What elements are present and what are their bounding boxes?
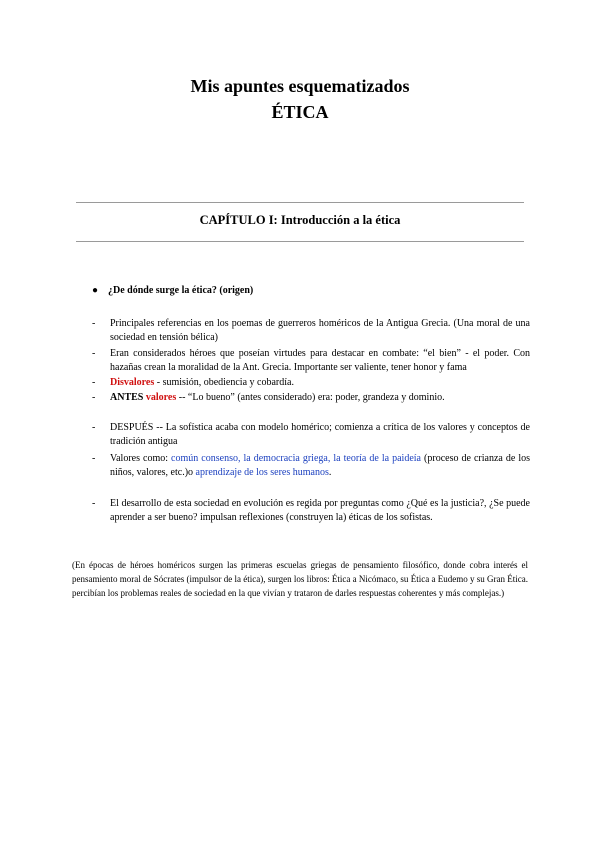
disvalores-label: Disvalores <box>110 377 155 388</box>
list-item <box>92 497 530 525</box>
item-text: Eran considerados héroes que poseían virtudes para destacar en combate: “el bien” - el poder. Con hazañas crean la moralidad de la Ant. Grecia. Importante ser valiente, tener honor y fama <box>110 348 530 373</box>
dash-marker: - <box>92 377 96 388</box>
dash-marker: - <box>92 453 96 464</box>
item-text <box>110 391 530 405</box>
valores-label: valores <box>145 392 177 403</box>
valores-mid: (proceso de crianza de los niños, valores, etc.)o <box>110 453 530 478</box>
document-title: Mis apuntes esquematizados <box>190 76 410 96</box>
top-divider <box>76 202 524 203</box>
list-item <box>92 376 530 390</box>
bottom-divider <box>76 241 524 242</box>
list-item <box>92 391 530 405</box>
list-item <box>92 317 530 345</box>
item-text <box>110 376 530 390</box>
item-text: DESPUÉS -- La sofística acaba con modelo homérico; comienza a crítica de los valores y conceptos de tradición antigua <box>110 422 530 447</box>
dash-marker: - <box>92 348 96 359</box>
list-item <box>92 347 530 375</box>
item-text <box>110 452 530 480</box>
valores-highlight-2: aprendizaje de los seres humanos <box>195 467 329 478</box>
dash-marker: - <box>92 318 96 329</box>
dash-marker: - <box>92 498 96 509</box>
antes-text: -- “Lo bueno” (antes considerado) era: poder, grandeza y dominio. <box>176 392 445 403</box>
dash-marker: - <box>92 392 96 403</box>
antes-label: ANTES <box>110 392 146 403</box>
item-text: Principales referencias en los poemas de guerreros homéricos de la Antigua Grecia. (Una moral de una sociedad en tensión bélica) <box>110 318 530 343</box>
valores-highlight-1: común consenso, la democracia griega, la teoría de la paideía <box>171 453 421 464</box>
list-item <box>92 452 530 480</box>
valores-post: . <box>328 467 332 478</box>
chapter-heading: CAPÍTULO I: Introducción a la ética <box>199 213 401 227</box>
item-text: El desarrollo de esta sociedad en evolución es regida por preguntas como ¿Qué es la justicia?, ¿Se puede aprender a ser bueno? impulsan reflexiones (construyen la) éticas de los sofistas. <box>110 498 530 523</box>
valores-pre: Valores como: <box>110 453 172 464</box>
bullet-icon: ● <box>92 285 99 296</box>
disvalores-text: - sumisión, obediencia y cobardía. <box>154 377 294 388</box>
question-text: ¿De dónde surge la ética? (origen) <box>108 285 254 296</box>
dash-marker: - <box>92 422 96 433</box>
document-subject: ÉTICA <box>271 102 329 122</box>
historical-note: (En épocas de héroes homéricos surgen las primeras escuelas griegas de pensamiento filosófico, donde cobra interés el pensamiento moral de Sócrates (impulsor de la ética), surgen los libros: Ética a Nicómaco, su Ética a Eudemo y su Gran Ética. percibían los problemas reales de sociedad en la que vivían y trataron de darles respuestas coherentes y más complejas.) <box>72 560 528 598</box>
list-item <box>92 421 530 449</box>
